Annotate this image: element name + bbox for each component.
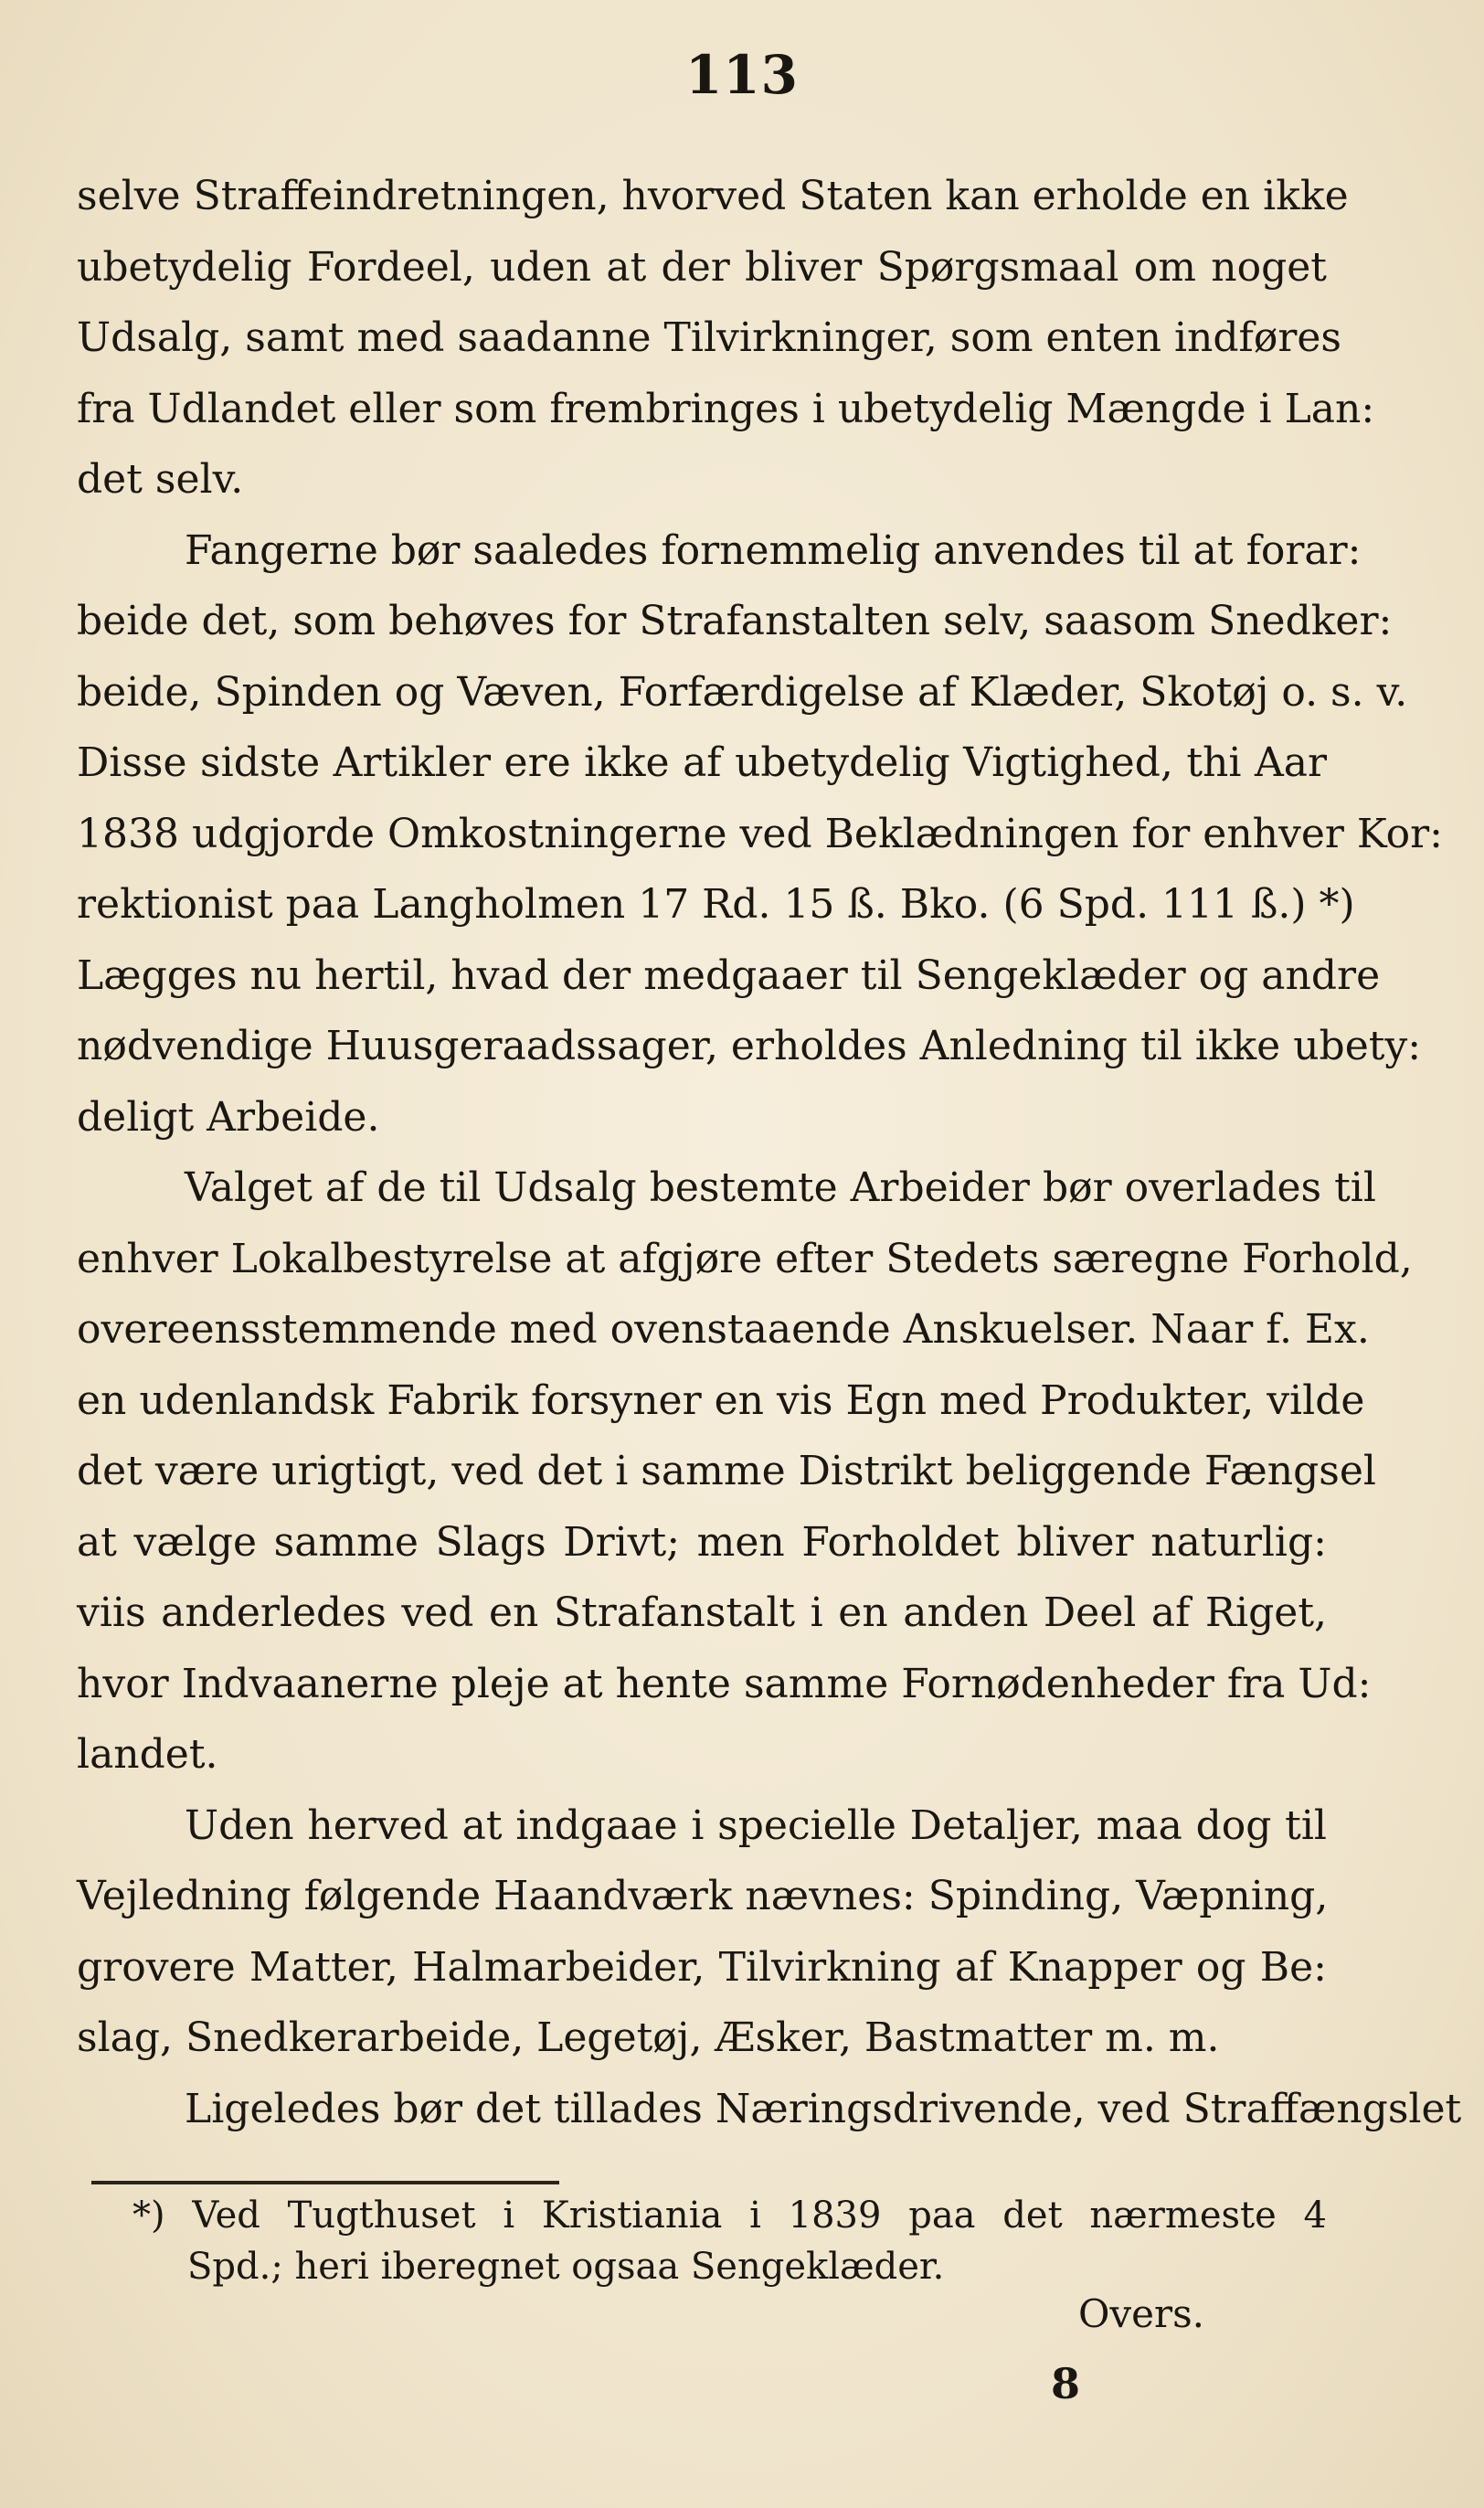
footnote-line: *) Ved Tugthuset i Kristiania i 1839 paa det nærmeste 4: [132, 2194, 1327, 2237]
text-line: fra Udlandet eller som frembringes i ubetydelig Mængde i Lan:: [77, 385, 1375, 432]
text-line: Valget af de til Udsalg bestemte Arbeider bør overlades til: [185, 1164, 1376, 1211]
text-line: at vælge samme Slags Drivt; men Forholdet bliver naturlig:: [77, 1518, 1327, 1566]
text-line: 1838 udgjorde Omkostningerne ved Beklædningen for enhver Kor:: [77, 810, 1443, 857]
text-line: Disse sidste Artikler ere ikke af ubetydelig Vigtighed, thi Aar: [77, 739, 1327, 786]
text-line: beide, Spinden og Væven, Forfærdigelse af Klæder, Skotøj o. s. v.: [77, 668, 1408, 716]
text-line: Vejledning følgende Haandværk nævnes: Spinding, Væpning,: [77, 1873, 1329, 1919]
text-line: det være urigtigt, ved det i samme Distrikt beliggende Fængsel: [77, 1448, 1376, 1494]
footnote-rule: [91, 2181, 559, 2184]
text-line: Uden herved at indgaae i specielle Detaljer, maa dog til: [185, 1801, 1327, 1849]
body-text: [77, 161, 1462, 2144]
text-line: ubetydelig Fordeel, uden at der bliver Spørgsmaal om noget: [77, 243, 1327, 291]
text-line: enhver Lokalbestyrelse at afgjøre efter Stedets særegne Forhold,: [77, 1235, 1413, 1282]
text-line: Fangerne bør saaledes fornemmelig anvendes til at forar:: [185, 526, 1362, 574]
catchword: Overs.: [1078, 2291, 1204, 2336]
footnotes: [132, 2190, 1327, 2292]
text-line: overeensstemmende med ovenstaaende Anskuelser. Naar f. Ex.: [77, 1306, 1370, 1353]
signature-mark: 8: [1051, 2359, 1081, 2408]
text-line: nødvendige Huusgeraadssager, erholdes Anledning til ikke ubety:: [77, 1023, 1422, 1069]
text-line: deligt Arbeide.: [77, 1093, 380, 1141]
footnote-line: Spd.; heri iberegnet ogsaa Sengeklæder.: [187, 2246, 945, 2288]
text-line: slag, Snedkerarbeide, Legetøj, Æsker, Bastmatter m. m.: [77, 2014, 1220, 2061]
text-line: Udsalg, samt med saadanne Tilvirkninger, som enten indføres: [77, 314, 1341, 361]
page-number: 113: [684, 44, 800, 106]
text-line: selve Straffeindretningen, hvorved Staten kan erholde en ikke: [77, 173, 1349, 219]
text-line: hvor Indvaanerne pleje at hente samme Fornødenheder fra Ud:: [77, 1660, 1372, 1707]
text-line: det selv.: [77, 456, 244, 503]
text-line: Ligeledes bør det tillades Næringsdrivende, ved Straffængslet: [185, 2085, 1462, 2132]
text-line: grovere Matter, Halmarbeider, Tilvirkning af Knapper og Be:: [77, 1943, 1327, 1991]
text-line: rektionist paa Langholmen 17 Rd. 15 ß. Bko. (6 Spd. 111 ß.) *): [77, 881, 1355, 928]
text-line: beide det, som behøves for Strafanstalten selv, saasom Snedker:: [77, 598, 1393, 644]
text-line: en udenlandsk Fabrik forsyner en vis Egn med Produkter, vilde: [77, 1376, 1365, 1424]
text-line: Lægges nu hertil, hvad der medgaaer til Sengeklæder og andre: [77, 951, 1381, 999]
text-line: landet.: [77, 1731, 218, 1778]
text-line: viis anderledes ved en Strafanstalt i en anden Deel af Riget,: [77, 1589, 1327, 1636]
